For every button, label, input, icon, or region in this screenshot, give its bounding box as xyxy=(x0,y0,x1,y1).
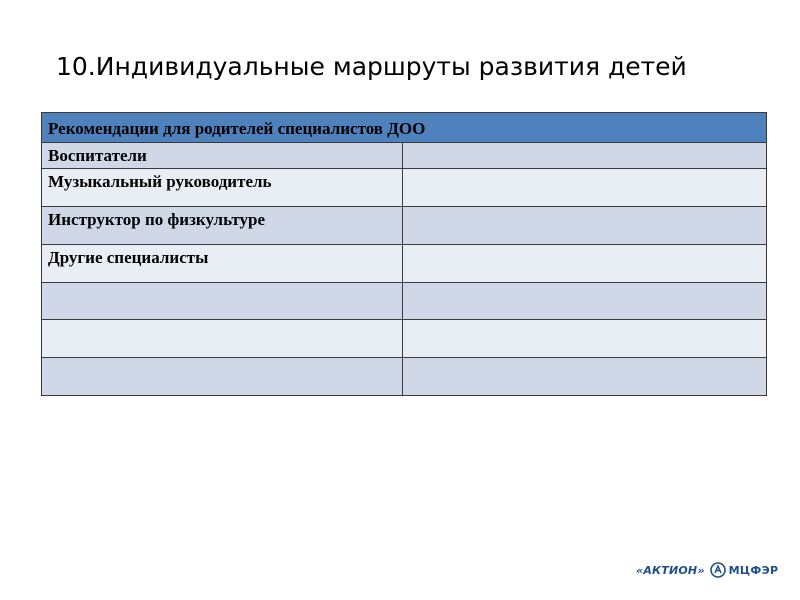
row-label: Воспитатели xyxy=(42,143,403,169)
row-value[interactable] xyxy=(403,320,767,358)
row-label[interactable] xyxy=(42,283,403,320)
row-value[interactable] xyxy=(403,169,767,207)
row-value[interactable] xyxy=(403,283,767,320)
row-value[interactable] xyxy=(403,207,767,245)
row-value[interactable] xyxy=(403,143,767,169)
table-row xyxy=(42,207,767,245)
row-label[interactable] xyxy=(42,320,403,358)
logo-aktion-text: «АКТИОН» xyxy=(636,563,705,577)
row-value[interactable] xyxy=(403,358,767,396)
logo-mcfer-text: МЦФЭР xyxy=(728,563,779,577)
table-row xyxy=(42,143,767,169)
row-value[interactable] xyxy=(403,245,767,283)
table-header-row xyxy=(42,113,767,143)
row-label: Инструктор по физкультуре xyxy=(42,207,403,245)
recommendations-table xyxy=(41,112,767,396)
table-row xyxy=(42,245,767,283)
row-label: Другие специалисты xyxy=(42,245,403,283)
table-row xyxy=(42,320,767,358)
table-row xyxy=(42,358,767,396)
slide-title: 10.Индивидуальные маршруты развития детей xyxy=(56,52,687,81)
mcfer-logo-icon xyxy=(710,562,726,578)
aktion-mcfer-logo xyxy=(636,560,778,580)
table-header: Рекомендации для родителей специалистов ДОО xyxy=(42,113,767,143)
row-label: Музыкальный руководитель xyxy=(42,169,403,207)
table-row xyxy=(42,283,767,320)
table-row xyxy=(42,169,767,207)
row-label[interactable] xyxy=(42,358,403,396)
